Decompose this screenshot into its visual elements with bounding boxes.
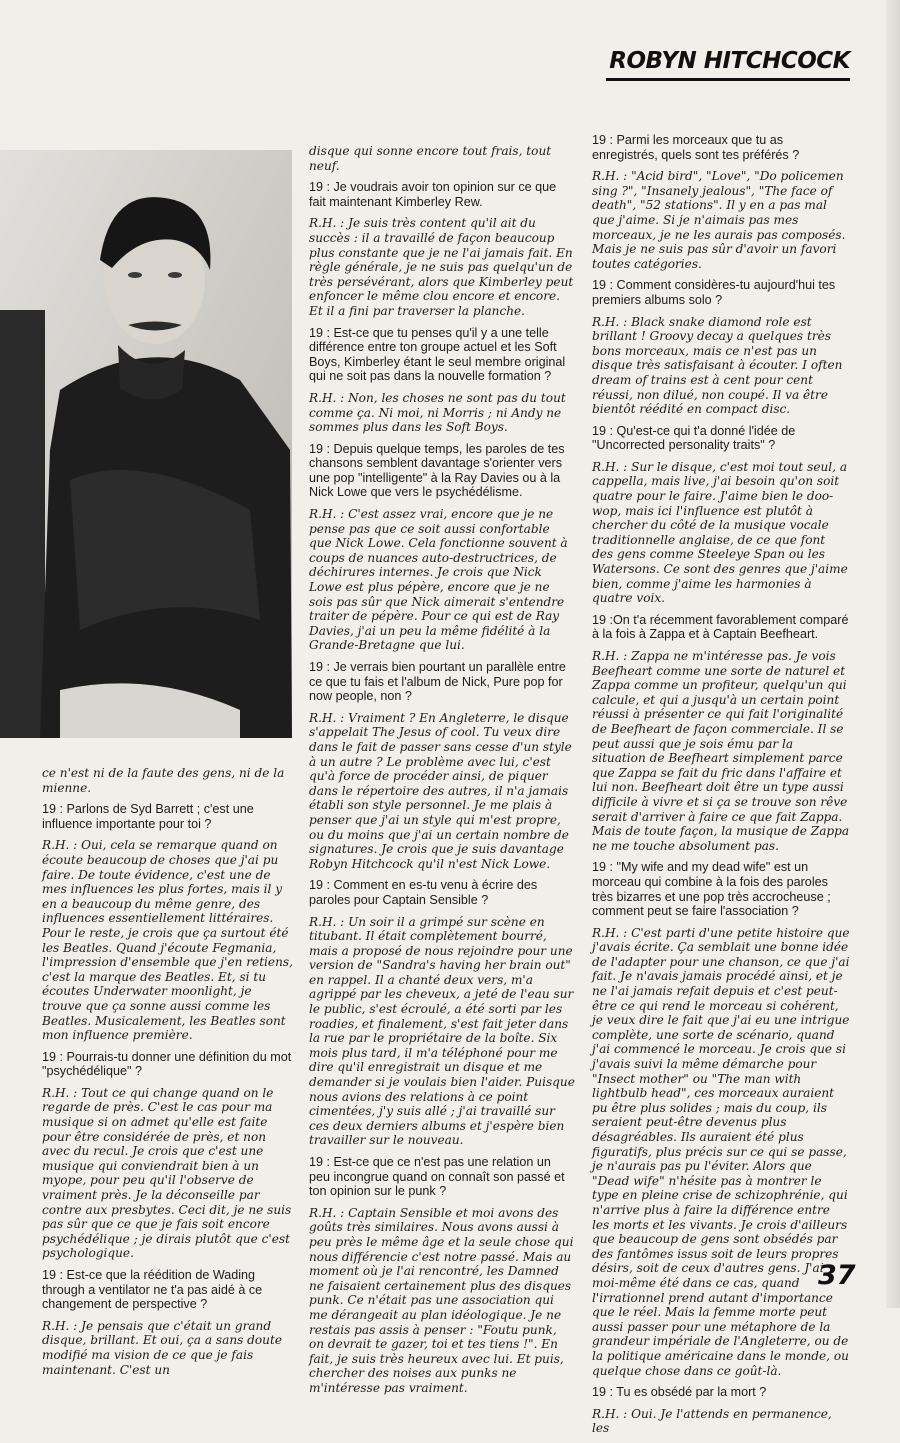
interview-answer: R.H. : Je suis très content qu'il ait du succès : il a travaillé de façon beaucoup plus constante que je ne l'ai jamais fait. En règle générale, je ne suis pas quelqu'un de très persévérant, alors que Kimberley peut enfoncer le même clou encore et encore. Et il a fini par traverser la planche. [309,216,574,318]
interview-question: 19 : Pourrais-tu donner une définition du mot "psychédélique" ? [42,1049,292,1079]
interview-question: 19 : Depuis quelque temps, les paroles de tes chansons semblent davantage s'orienter vers une pop "intelligente" à la Ray Davies ou à la Nick Lowe que vers le psychédélisme. [309,441,565,500]
article-column-1 [42,766,294,1384]
interview-question: 19 : "My wife and my dead wife" est un morceau qui combine à la fois des paroles très bizarres et une pop très accrocheuse ; comment peut se faire l'association ? [592,860,831,919]
article-column-3 [592,133,850,1443]
interview-answer: R.H. : Non, les choses ne sont pas du tout comme ça. Ni moi, ni Morris ; ni Andy ne sommes plus dans les Soft Boys. [309,390,566,435]
page-header [606,48,850,81]
interview-answer: disque qui sonne encore tout frais, tout neuf. [309,144,552,173]
interview-question: 19 : Qu'est-ce qui t'a donné l'idée de "Uncorrected personality traits" ? [592,423,796,453]
interview-answer: R.H. : C'est assez vrai, encore que je ne pense pas que ce soit aussi confortable que Nick Lowe. Cela fonctionne souvent à coups de nuances auto-destructrices, de déchirures internes. Je crois que Nick Lowe est plus pépère, encore que je ne sois pas sûr que Nick aimerait s'entendre traiter de pépère. Pour ce qui est de Ray Davies, j'ai un peu la même fidélité à la Grande-Bretagne que lui. [309,507,568,653]
interview-answer: R.H. : Captain Sensible et moi avons des goûts très similaires. Nous avons aussi à peu près le même âge et la seule chose qui nous différencie c'est notre passé. Mais au moment où je l'ai rencontré, les Damned ne faisaient certainement plus des disques punk. Ce n'était pas une association qui me dérangeait au plan idéologique. Je ne restais pas assis à penser : "Foutu punk, on devrait te gazer, toi et tes tiens !". En fait, je suis très heureux avec lui. Et puis, chercher des noises aux punks ne m'intéresse pas vraiment. [309,1205,574,1395]
interview-question: 19 : Est-ce que tu penses qu'il y a une telle différence entre ton groupe actuel et les Soft Boys, Kimberley étant le seul membre original qui ne soit pas dans la nouvelle formation ? [309,325,566,384]
interview-question: 19 : Je voudrais avoir ton opinion sur ce que fait maintenant Kimberley Rew. [309,180,557,209]
interview-answer: ce n'est ni de la faute des gens, ni de la mienne. [42,766,285,795]
interview-question: 19 : Comment en es-tu venu à écrire des paroles pour Captain Sensible ? [309,878,538,907]
interview-answer: R.H. : Zappa ne m'intéresse pas. Je vois Beefheart comme une sorte de naturel et Zappa comme un profiteur, quelqu'un qui calcule, et qui a jusqu'à un certain point réussi à présenter ce qui fait l'originalité de Beefheart de façon commerciale. Il se peut aussi que je sois ému par la situation de Beefheart simplement parce que Zappa se fait du fric dans l'affaire et lui non. Beefheart doit être un type aussi difficile à vivre et si ça se trouve son rêve serait d'arriver à faire ce que fait Zappa. Mais de toute façon, la musique de Zappa ne me touche absolument pas. [592,649,850,853]
interview-question: 19 : Est-ce que la réédition de Wading through a ventilator ne t'a pas aidé à ce changement de perspective ? [42,1268,263,1312]
header-rule [606,78,850,81]
interview-answer: R.H. : Je pensais que c'était un grand disque, brillant. Et oui, ça a sans doute modifié ma vision de ce que je fais maintenant. C'est un [42,1318,282,1377]
interview-answer: R.H. : Oui, cela se remarque quand on écoute beaucoup de choses que j'ai pu faire. De toute évidence, c'est une de mes influences les plus fortes, mais il y en a beaucoup du même genre, des influences essentiellement littéraires. Pour le reste, je crois que ça surtout été les Beatles. Quand j'écoute Fegmania, l'impression d'ensemble que j'en retiens, c'est la marque des Beatles. Et, si tu écoutes Underwater moonlight, je trouve que ça sonne aussi comme les Beatles. Musicalement, les Beatles sont mon influence première. [42,838,293,1043]
interview-question: 19 : Parmi les morceaux que tu as enregistrés, quels sont tes préférés ? [592,133,800,162]
interview-answer: R.H. : Vraiment ? En Angleterre, le disque s'appelait The Jesus of cool. Tu veux dire dans le fait de passer sans cesse d'un style à un autre ? Le problème avec lui, c'est qu'à force de procéder ainsi, de piquer dans le répertoire des autres, il n'a jamais établi son style personnel. Je me plais à penser que j'ai un style qui m'est propre, ou du moins que j'ai un certain nombre de signatures. Je crois que je suis davantage Robyn Hitchcock qu'il n'est Nick Lowe. [309,710,572,871]
interview-answer: R.H. : Black snake diamond role est brillant ! Groovy decay a quelques très bons morceaux, mais ce n'est pas un disque très satisfaisant à écouter. I often dream of trains est à cent pour cent réussi, non dilué, non coupé. Il va être bientôt réédité en compact disc. [592,314,843,417]
interview-question: 19 : Tu es obsédé par la mort ? [592,1385,767,1400]
article-column-2 [309,144,575,1403]
portrait-illustration [0,150,292,738]
interview-answer: R.H. : Tout ce qui change quand on le regarde de près. C'est le cas pour ma musique si on admet qu'elle est faite pour être considérée de près, et non avec du recul. Je crois que c'est une musique qui conviendrait bien à un myope, pour peu qu'il l'observe de vraiment près. Je la déconseille par contre aux presbytes. Ceci dit, je ne suis pas sûr que ce que je fais soit encore psychédélique ; je dirais plutôt que c'est psychologique. [42,1085,292,1261]
interview-answer: R.H. : C'est parti d'une petite histoire que j'avais écrite. Ça semblait une bonne idée de l'adapter pour une chanson, ce que j'ai fait. Je n'avais jamais procédé ainsi, et je ne l'ai jamais refait depuis et c'est peut-être ce qui rend le morceau si cohérent, je veux dire le fait que j'ai eu une intrigue complète, une sorte de scénario, quand j'ai commencé le morceau. Je crois que si j'avais suivi la même démarche pour "Insect mother" ou "The man with lightbulb head", ces morceaux auraient pu être plus solides ; mais du coup, ils seraient peut-être devenus plus désagréables. Ils auraient été plus figuratifs, plus précis sur ce qui se passe, je n'aurais pas pu l'éviter. Alors que "Dead wife" n'hésite pas à montrer le type en pleine crise de schizophrénie, qui n'arrive plus à faire la différence entre les morts et les vivants. Je crois d'ailleurs que beaucoup de gens sont obsédés par des fantômes issus soit de leurs propres désirs, soit de ceux d'autres gens. J'ai moi-même été dans ce cas, quand l'irrationnel prend autant d'importance que le réel. Mais la femme morte peut aussi passer pour une métaphore de la grandeur impériale de l'Angleterre, ou de la politique américaine dans le monde, ou quelque chose dans ce goût-là. [592,925,850,1378]
interview-question: 19 : Est-ce que ce n'est pas une relation un peu incongrue quand on connaît son passé et ton opinion sur le punk ? [309,1155,565,1199]
header-title: ROBYN HITCHCOCK [609,48,850,74]
page-number: 37 [818,1260,856,1291]
interview-question: 19 : Je verrais bien pourtant un parallèle entre ce que tu fais et l'album de Nick, Pure pop for now people, non ? [309,660,566,704]
interview-answer: R.H. : Oui. Je l'attends en permanence, les [592,1406,832,1436]
interview-answer: R.H. : Un soir il a grimpé sur scène en titubant. Il était complètement bourré, mais a proposé de nous rejoindre pour une version de "Sandra's having her brain out" en rappel. Il a chanté deux vers, m'a agrippé par les cheveux, a jeté de l'eau sur le public, s'est écroulé, a été sorti par les roadies, et finalement, s'est fait jeter dans la rue par le propriétaire de la boîte. Six mois plus tard, il m'a téléphoné pour me dire qu'il enregistrait un disque et me demander si je voulais bien l'aider. Puisque nous avions des relations à ce point cimentées, j'y suis allé ; j'ai travaillé sur ces deux derniers albums et j'espère bien travailler sur le nouveau. [309,914,575,1148]
portrait-photo [0,150,292,738]
interview-answer: R.H. : Sur le disque, c'est moi tout seul, a cappella, mais live, j'ai besoin qu'on soit quatre pour le faire. J'aime bien le doo-wop, mais ici l'influence est plutôt à chercher du côté de la musique vocale traditionnelle anglaise, de ce que font des gens comme Steeleye Span ou les Watersons. Ce sont des genres que j'aime bien, comme j'aime les harmonies à quatre voix. [592,459,848,606]
interview-question: 19 : Comment considères-tu aujourd'hui tes premiers albums solo ? [592,278,836,307]
interview-question: 19 : Parlons de Syd Barrett ; c'est une influence importante pour toi ? [42,802,254,831]
interview-question: 19 :On t'a récemment favorablement comparé à la fois à Zappa et à Captain Beefheart. [592,612,849,642]
page-edge [886,0,900,1308]
interview-answer: R.H. : "Acid bird", "Love", "Do policemen sing ?", "Insanely jealous", "The face of death", "52 stations". Il y en a pas mal que j'aime. Si je n'aimais pas mes morceaux, je ne les aurais pas composés. Mais je ne suis pas sûr d'avoir un favori toutes catégories. [592,169,846,271]
